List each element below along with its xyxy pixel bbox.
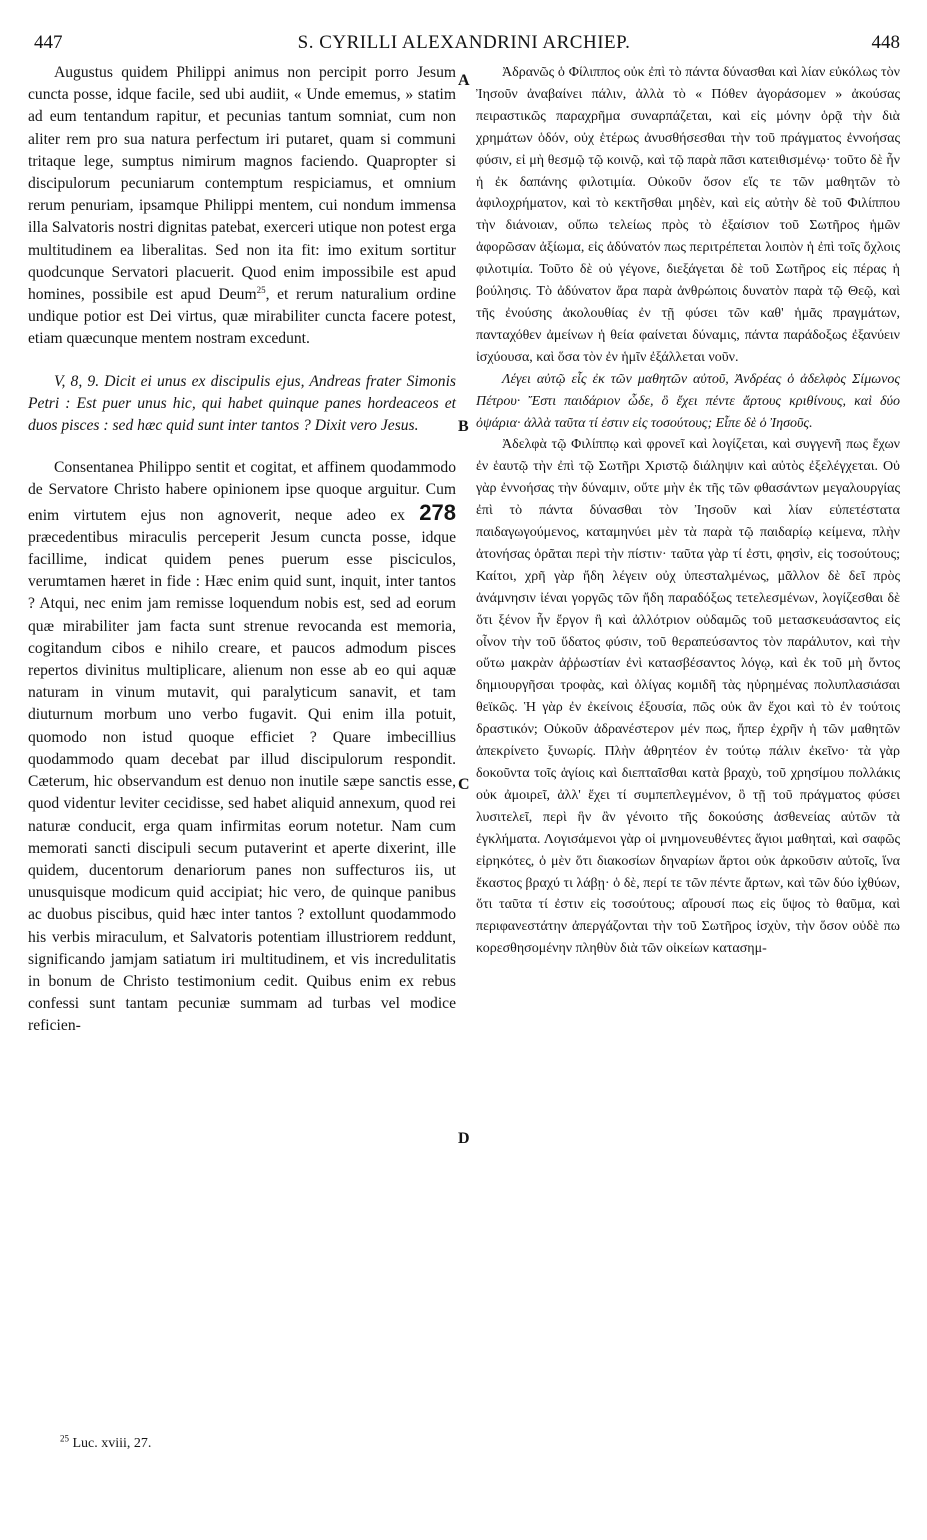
latin-paragraph-2a: Consentanea Philippo sentit et cogitat, et affinem quodammodo de Servatore Christo habere opinionem ipse quoque arguitur. Cum enim virtutem ejus non agnoverit, neque adeo ex xyxy=(28,459,456,524)
running-header xyxy=(28,32,900,62)
margin-marker-c: C xyxy=(458,776,470,793)
latin-column xyxy=(28,62,456,1038)
latin-paragraph-1-text: Augustus quidem Philippi animus non percipit porro Jesum cuncta posse, idque facile, sed ubi audiit, « Unde ememus, » statim ad eum tentandum rapitur, et pecunias tantum somniat, cum non aliter rem pro sua natura perfectum iri putaret, quam si communi tritaque lege, sumptus nimirum magnos faciendo. Quapropter si discipulorum pecuniarum contemptum respiciamus, et omnium rerum penuriam, ipsamque Philippi mentem, cui nondum immensa illa Salvatoris nostri dignitas patebat, exerceri utique non potest erga multitudinem ea liberalitas. Sed non ita fit: imo exitum sortitur quodcunque Servatori placuerit. Quod enim impossibile est apud homines, possibile est apud Deum xyxy=(28,64,456,304)
latin-paragraph-2b: præcedentibus miraculis perceperit Jesum cuncta posse, idque facillime, indicat quidem penes puerum esse pisciculos, verumtamen hæret in fide : Hæc enim quid sunt, inquit, inter tantos ? Atqui, nec enim jam remisse loquendum nobis est, sed ad eorum quæ mirabiliter jam facta sunt strenue revocanda est memoria, cogitandum cibos e nihilo creare, et paucos admodum pisces repertos divinitus multiplicare, alienum non esse ab eo qui aquæ naturam in vinum mutavit, qui paralyticum sanavit, et tam diuturnum morbum uno verbo fugavit. Qui enim illa potuit, quomodo non istud quoque efficiet ? Quare imbecillius quodammodo quam decebat par illud discipulorum respondit. Cæterum, hic observandum est denuo non inutile sæpe sanctis esse, quod videntur leviter cecidisse, sed habet aliquid annexum, quod rei naturæ conducit, erga quam infirmitas eorum notetur. Nam cum memorati sancti discipuli secum putaverint et aperte dixerint, ille quidem, ducentorum denariorum panes non suffecturos iis, ut unusquisque modicum quid accipiat; hic vero, de quinque panibus ac duobus piscibus, quid hæc inter tantos ? extollunt quodammodo his verbis miraculum, et Salvatoris potentiam illustriorem reddunt, significando jamjam satiatum iri multitudinem, et vis incredulitatis in bonum de Christo testimonium cedit. Quibus enim ex rebus confessi sunt tantam pecuniæ summam ad turbas vel modice reficien- xyxy=(28,528,456,1035)
right-page-number: 448 xyxy=(871,32,900,53)
footnote-mark: 25 xyxy=(60,1433,69,1444)
footnote-text: Luc. xviii, 27. xyxy=(72,1436,152,1451)
footnote-reference: 25 xyxy=(256,284,266,295)
left-page-number: 447 xyxy=(34,32,63,53)
footnote xyxy=(60,1433,152,1452)
latin-verse: V, 8, 9. Dicit ei unus ex discipulis ejus, Andreas frater Simonis Petri : Est puer unus hic, qui habet quinque panes hordeaceos et duos pisces : sed hæc quid sunt inter tantos ? Dixit vero Jesus. xyxy=(28,372,456,435)
greek-column xyxy=(476,62,900,960)
latin-paragraph-2 xyxy=(28,457,456,1037)
margin-marker-b: B xyxy=(458,418,469,435)
latin-paragraph-1-end: , et rerum naturalium ordine undique potior est Dei virtus, quæ mirabiliter cuncta facere potest, etiam quæcunque mentem nostram excedunt. xyxy=(28,286,456,348)
greek-verse: Λέγει αὐτῷ εἷς ἐκ τῶν μαθητῶν αὐτοῦ, Ἀνδρέας ὁ ἀδελφὸς Σίμωνος Πέτρου· Ἔστι παιδάριον ὧδε, ὃ ἔχει πέντε ἄρτους κριθίνους, καὶ δύο ὀψάρια· ἀλλὰ ταῦτα τί ἐστιν εἰς τοσούτους; Εἶπε δὲ ὁ Ἰησοῦς. xyxy=(476,371,900,431)
greek-paragraph-2: Ἀδελφὰ τῷ Φιλίππῳ καὶ φρονεῖ καὶ λογίζεται, καὶ συγγενῆ πως ἔχων ἐν ἑαυτῷ τὴν ἐπὶ τῷ Σωτῆρι Χριστῷ διάληψιν καὶ αὐτὸς ἐξελέγχεται. Οὐ γὰρ ἐννοήσας τὴν δύναμιν, οὔτε μὴν ἐκ τῆς τῶν φθασάντων μεγαλουργίας ἐπὶ τὸ πάντα δύνασθαι τὸν Ἰησοῦν καὶ λίαν εὐπετέστατα παιδαγωγούμενος, καταμηνύει μὲν τὰ παρὰ τῷ παιδαρίῳ κείμενα, πλὴν ἀτονήσας ὁρᾶται περὶ τὴν πίστιν· ταῦτα γὰρ τί ἐστι, φησὶν, εἰς τοσούτους; Καίτοι, χρῆ γὰρ ἤδη λέγειν οὐχ ὑπεσταλμένως, μᾶλλον δὲ δεῖ πρὸς ἀνάμνησιν ἰέναι γοργῶς τῶν ἤδη παραδόξως τετελεσμένων, λογίζεσθαι δὲ ὅτι ξένον ἦν ἔργον ἢ καὶ ἀλλότριον οὐδαμῶς τοῦ μετασκευάσαντος εἰς οἶνον τὴν τοῦ ὕδατος φύσιν, τοῦ θεραπεύσαντος τὸν παράλυτον, καὶ τὴν οὕτω μακρὰν ἀῤῥωστίαν ἐνὶ κατασβέσαντος λόγῳ, καὶ ἐκ τοῦ μὴ ὄντος δημιουργῆσαι τροφὰς, καὶ ὀλίγας κομιδῆ τὰς ηὑρημένας πολυπλασιάσαι θεϊκῶς. Ἡ γὰρ ἐν ἐκείνοις ἐξουσία, πῶς οὐκ ἂν ἔχοι καὶ τὸ ἐν τούτοις δραστικόν; Οὐκοῦν ἀδρανέστερον μέν πως, ἥπερ ἐχρῆν ἡ τῶν μαθητῶν ἀπεκρίνετο ξυνωρίς. Πλὴν ἀθρητέον ἐν τούτῳ πάλιν ἐκεῖνο· τὰ γὰρ δοκοῦντα τοῖς ἁγίοις καὶ διεπταῖσθαι κατὰ βραχὺ, τοῦ χρησίμου πολλάκις οὐκ ἀμοιρεῖ, ἀλλ' ἔχει τί συμπεπλεγμένον, ὃ τῇ τοῦ πράγματος φύσει λυσιτελεῖ, περὶ ἣν ἂν γένοιτο τῆς δοκούσης ἀσθενείας αὐτῶν τὰ ἐγκλήματα. Λογισάμενοι γὰρ οἱ μνημονευθέντες ἅγιοι μαθηταὶ, καὶ σαφῶς εἰρηκότες, ὁ μὲν ὅτι διακοσίων δηναρίων ἄρτοι οὐκ ἀρκοῦσιν αὐτοῖς, ἵνα ἕκαστος βραχύ τι λάβῃ· ὁ δὲ, περί τε τῶν πέντε ἄρτων, καὶ τῶν δύο ἰχθύων, ὅτι ταῦτα τί ἐστιν εἰς τοσούτους; αἴρουσί πως εἰς ὕψος τὸ θαῦμα, καὶ περιφανεστάτην ἀπεργάζονται τὴν τοῦ Σωτῆρος ἰσχὺν, τὴν ὅσον οὐδὲ πω κορεσθησομένην πληθὺν διὰ τῶν οἰκείων κατασημ- xyxy=(476,437,900,957)
margin-marker-d: D xyxy=(458,1130,470,1147)
margin-marker-a: A xyxy=(458,72,470,89)
migne-column-number: 278 xyxy=(419,499,456,525)
running-title: S. CYRILLI ALEXANDRINI ARCHIEP. xyxy=(297,32,631,53)
latin-paragraph-1 xyxy=(28,62,456,351)
greek-paragraph-1: Ἀδρανῶς ὁ Φίλιππος οὐκ ἐπὶ τὸ πάντα δύνασθαι καὶ λίαν εὐκόλως τὸν Ἰησοῦν ἀναβαίνει πάλιν, ἀλλὰ τὸ « Πόθεν ἀγοράσομεν » ἀκούσας πειραστικῶς παραχρῆμα συναρπάζεται, καὶ εἰς μόνην ὁρᾷ τὴν διὰ χρημάτων ὁδόν, οὐχ ἑτέρως ἀνυσθήσεσθαι τὴν τοῦ πράγματος ἐννοήσας φύσιν, εἰ μὴ θεσμῷ τῷ κοινῷ, καὶ τῷ παρὰ πᾶσι κατειθισμένῳ· τοῦτο δὲ ἦν ἡ ἐκ δαπάνης φιλοτιμία. Οὐκοῦν ὅσον εἴς τε τῶν μαθητῶν τὸ ἀφιλοχρήματον, καὶ τὸ κεκτῆσθαι μηδὲν, καὶ εἰς αὐτὴν δὲ τοῦ Φιλίππου τὴν διάνοιαν, οὔπω τελείως πρὸς τὸ ἐξαίσιον τοῦ Σωτῆρος ἡμῶν ἀφορῶσαν ἀξίωμα, εἰς ἀδύνατόν πως περιτρέπεται λοιπὸν ἡ ἐπὶ τοῖς ὄχλοις φιλοτιμία. Τοῦτο δὲ οὐ γέγονε, διεξάγεται δὲ τοῦ Σωτῆρος εἰς πέρας ἡ βούλησις. Τὸ ἀδύνατον ἄρα παρὰ ἀνθρώποις δυνατὸν παρὰ τῷ Θεῷ, καὶ τῆς ἐνούσης ἀκολουθίας ἐν τῇ φύσει τῶν καθ' ἡμᾶς πραγμάτων, πανταχόθεν ἀμείνων ἡ θεία φαίνεται δύναμις, πάντα παράδοξως ἐξανύειν ἰσχύουσα, καὶ ὅσα τὸν ἐν ἡμῖν ἐξάλλεται νοῦν. xyxy=(476,65,900,365)
